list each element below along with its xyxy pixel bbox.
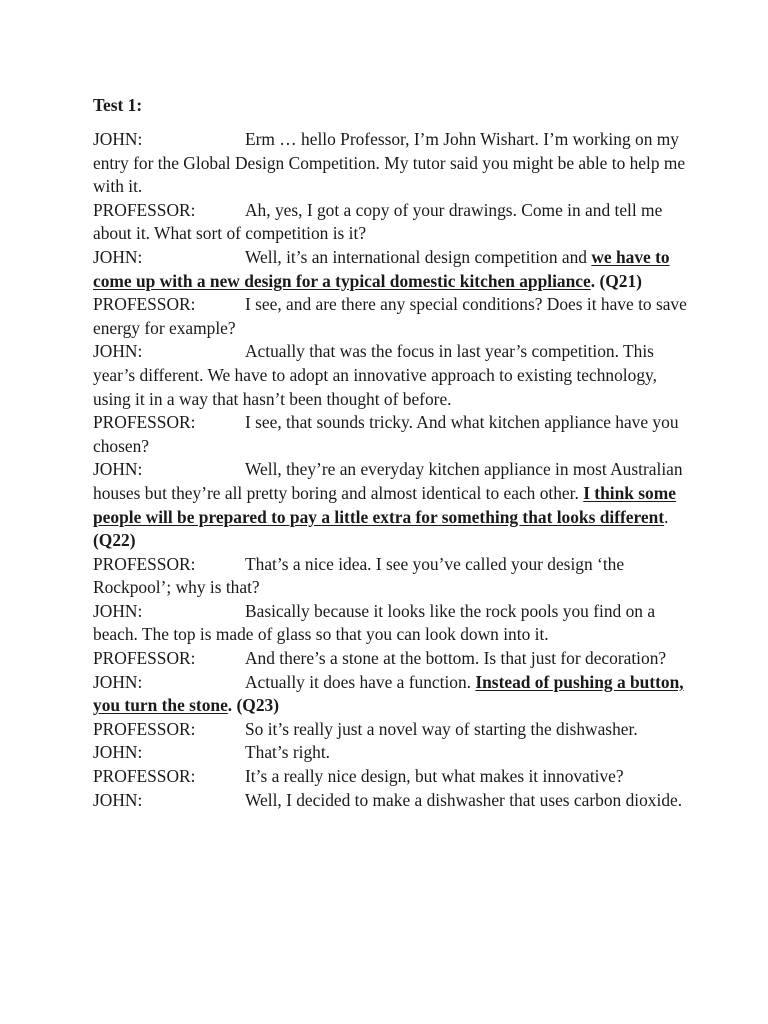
turn-text: That’s right.: [245, 742, 331, 763]
dialogue-turn: [93, 553, 693, 600]
dialogue-turn: [93, 671, 693, 718]
dialogue-turn: [93, 246, 693, 293]
question-ref: (Q23): [236, 695, 280, 716]
turn-text: So it’s really just a novel way of starting the dishwasher.: [245, 718, 638, 739]
dialogue-turn: [93, 647, 693, 671]
turn-text-after: .: [664, 506, 669, 527]
speaker-label: JOHN:: [93, 671, 143, 692]
turn-text: Actually it does have a function.: [245, 671, 476, 692]
turn-text: That’s a nice idea. I see you’ve called your design ‘the Rockpool’; why is that?: [93, 553, 625, 598]
dialogue-turn: [93, 600, 693, 647]
dialogue-turn: [93, 340, 693, 411]
turn-text: It’s a really nice design, but what makes it innovative?: [245, 766, 624, 787]
speaker-label: JOHN:: [93, 129, 143, 149]
speaker-label: JOHN:: [93, 789, 143, 810]
question-ref: (Q22): [93, 530, 136, 551]
dialogue-turn: [93, 293, 693, 340]
speaker-label: PROFESSOR:: [93, 412, 196, 433]
speaker-label: JOHN:: [93, 459, 143, 480]
question-ref: (Q21): [599, 270, 642, 291]
dialogue-turn: [93, 458, 693, 552]
turn-text: I see, and are there any special conditions? Does it have to save energy for example?: [93, 294, 687, 338]
speaker-label: PROFESSOR:: [93, 718, 196, 739]
dialogue-turn: [93, 199, 693, 246]
speaker-label: PROFESSOR:: [93, 199, 196, 220]
document-title: Test 1:: [93, 95, 143, 115]
dialogue-turn: [93, 128, 693, 199]
speaker-label: PROFESSOR:: [93, 766, 196, 787]
speaker-label: PROFESSOR:: [93, 294, 196, 315]
dialogue-turn: [93, 411, 693, 458]
turn-text-after: .: [227, 695, 237, 716]
speaker-label: JOHN:: [93, 600, 143, 621]
turn-text: Well, it’s an international design competition and: [245, 246, 592, 267]
dialogue-turn: [93, 789, 693, 813]
speaker-label: JOHN:: [93, 742, 143, 763]
transcript: [93, 128, 693, 812]
turn-text: Basically because it looks like the rock pools you find on a beach. The top is made of glass so that you can look down into it.: [93, 600, 656, 645]
dialogue-turn: [93, 741, 693, 765]
speaker-label: PROFESSOR:: [93, 553, 196, 574]
answer-highlight: we have to come up with a new design for a typical domestic kitchen appliance: [93, 246, 670, 291]
turn-text: And there’s a stone at the bottom. Is that just for decoration?: [245, 648, 667, 669]
dialogue-turn: [93, 718, 693, 742]
turn-text: Well, I decided to make a dishwasher that uses carbon dioxide.: [245, 789, 683, 810]
turn-text-after: .: [590, 270, 600, 291]
turn-text: Well, they’re an everyday kitchen appliance in most Australian houses but they’re all pretty boring and almost identical to each other.: [93, 459, 683, 503]
turn-text: I see, that sounds tricky. And what kitchen appliance have you chosen?: [93, 412, 679, 456]
speaker-label: JOHN:: [93, 246, 143, 267]
turn-text: Erm … hello Professor, I’m John Wishart. I’m working on my entry for the Global Design Competition. My tutor said you might be able to help me with it.: [93, 129, 686, 197]
dialogue-turn: [93, 765, 693, 789]
speaker-label: JOHN:: [93, 341, 143, 362]
speaker-label: PROFESSOR:: [93, 648, 196, 669]
turn-text: Actually that was the focus in last year’s competition. This year’s different. We have to adopt an innovative approach to existing technology, using it in a way that hasn’t been thought of before.: [93, 341, 657, 409]
answer-highlight: Instead of pushing a button, you turn the stone: [93, 671, 684, 716]
turn-text: Ah, yes, I got a copy of your drawings. Come in and tell me about it. What sort of competition is it?: [93, 199, 663, 244]
document-page: [93, 93, 693, 812]
answer-highlight: I think some people will be prepared to pay a little extra for something that looks different: [93, 482, 676, 527]
